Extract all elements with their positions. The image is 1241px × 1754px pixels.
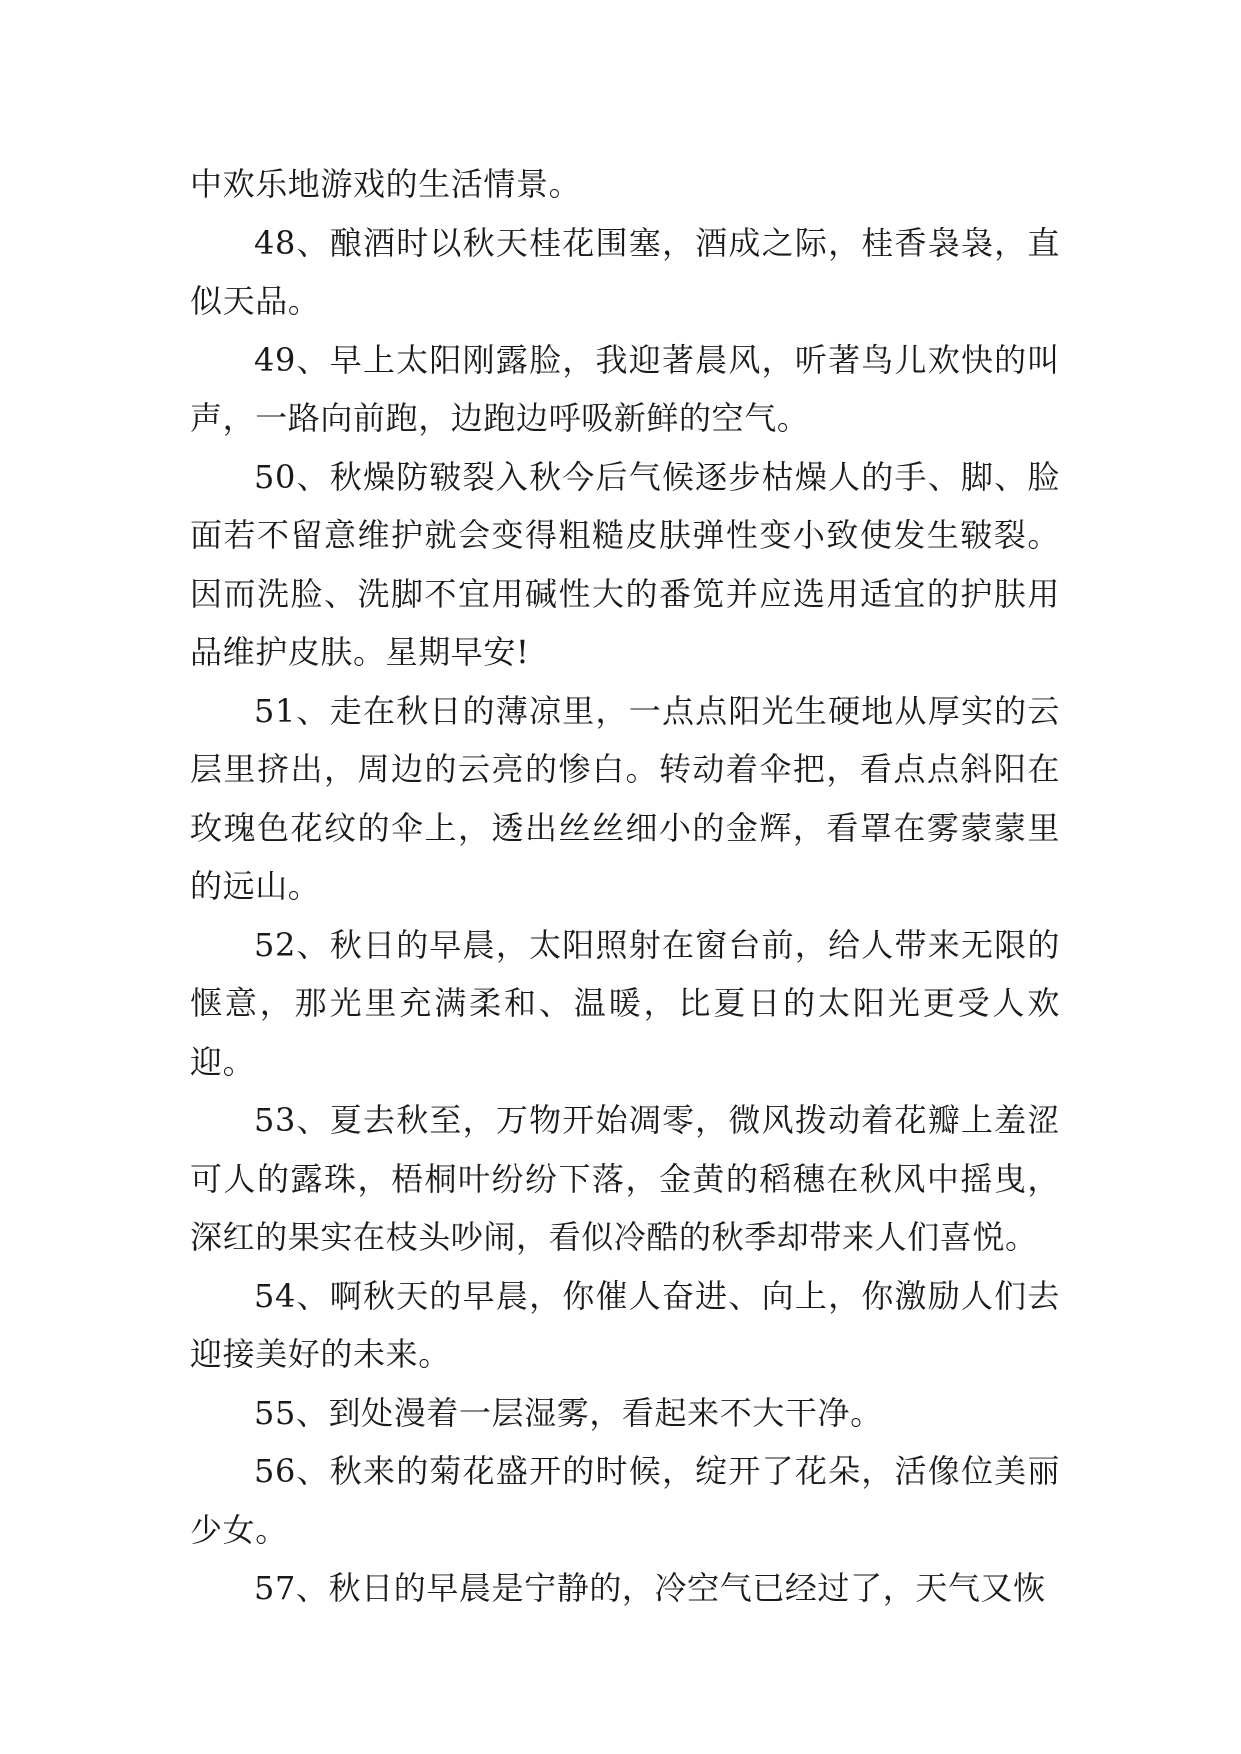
paragraph-49: 49、早上太阳刚露脸，我迎著晨风，听著鸟儿欢快的叫声，一路向前跑，边跑边呼吸新鲜的空气。 [190,340,1060,437]
paragraph-53: 53、夏去秋至，万物开始凋零，微风拨动着花瓣上羞涩可人的露珠，梧桐叶纷纷下落，金黄的稻穗在秋风中摇曳，深红的果实在枝头吵闹，看似冷酷的秋季却带来人们喜悦。 [190,1101,1060,1256]
paragraph-55: 55、到处漫着一层湿雾，看起来不大干净。 [254,1393,883,1432]
paragraph-51: 51、走在秋日的薄凉里，一点点阳光生硬地从厚实的云层里挤出，周边的云亮的惨白。转动着伞把，看点点斜阳在玫瑰色花纹的伞上，透出丝丝细小的金辉，看罩在雾蒙蒙里的远山。 [190,691,1060,905]
paragraph-57: 57、秋日的早晨是宁静的，冷空气已经过了，天气又恢 [254,1569,1046,1607]
document-body [190,155,1060,1618]
paragraph-56: 56、秋来的菊花盛开的时候，绽开了花朵，活像位美丽少女。 [190,1452,1060,1549]
paragraph-48: 48、酿酒时以秋天桂花围塞，酒成之际，桂香袅袅，直似天品。 [190,223,1060,320]
paragraph-50: 50、秋燥防皲裂入秋今后气候逐步枯燥人的手、脚、脸面若不留意维护就会变得粗糙皮肤弹性变小致使发生皲裂。因而洗脸、洗脚不宜用碱性大的番笕并应选用适宜的护肤用品维护皮肤。星期早安! [190,457,1060,671]
paragraph-54: 54、啊秋天的早晨，你催人奋进、向上，你激励人们去迎接美好的未来。 [190,1276,1060,1373]
paragraph-52: 52、秋日的早晨，太阳照射在窗台前，给人带来无限的惬意，那光里充满柔和、温暖，比夏日的太阳光更受人欢迎。 [190,925,1060,1081]
paragraph-continuation: 中欢乐地游戏的生活情景。 [190,165,582,203]
